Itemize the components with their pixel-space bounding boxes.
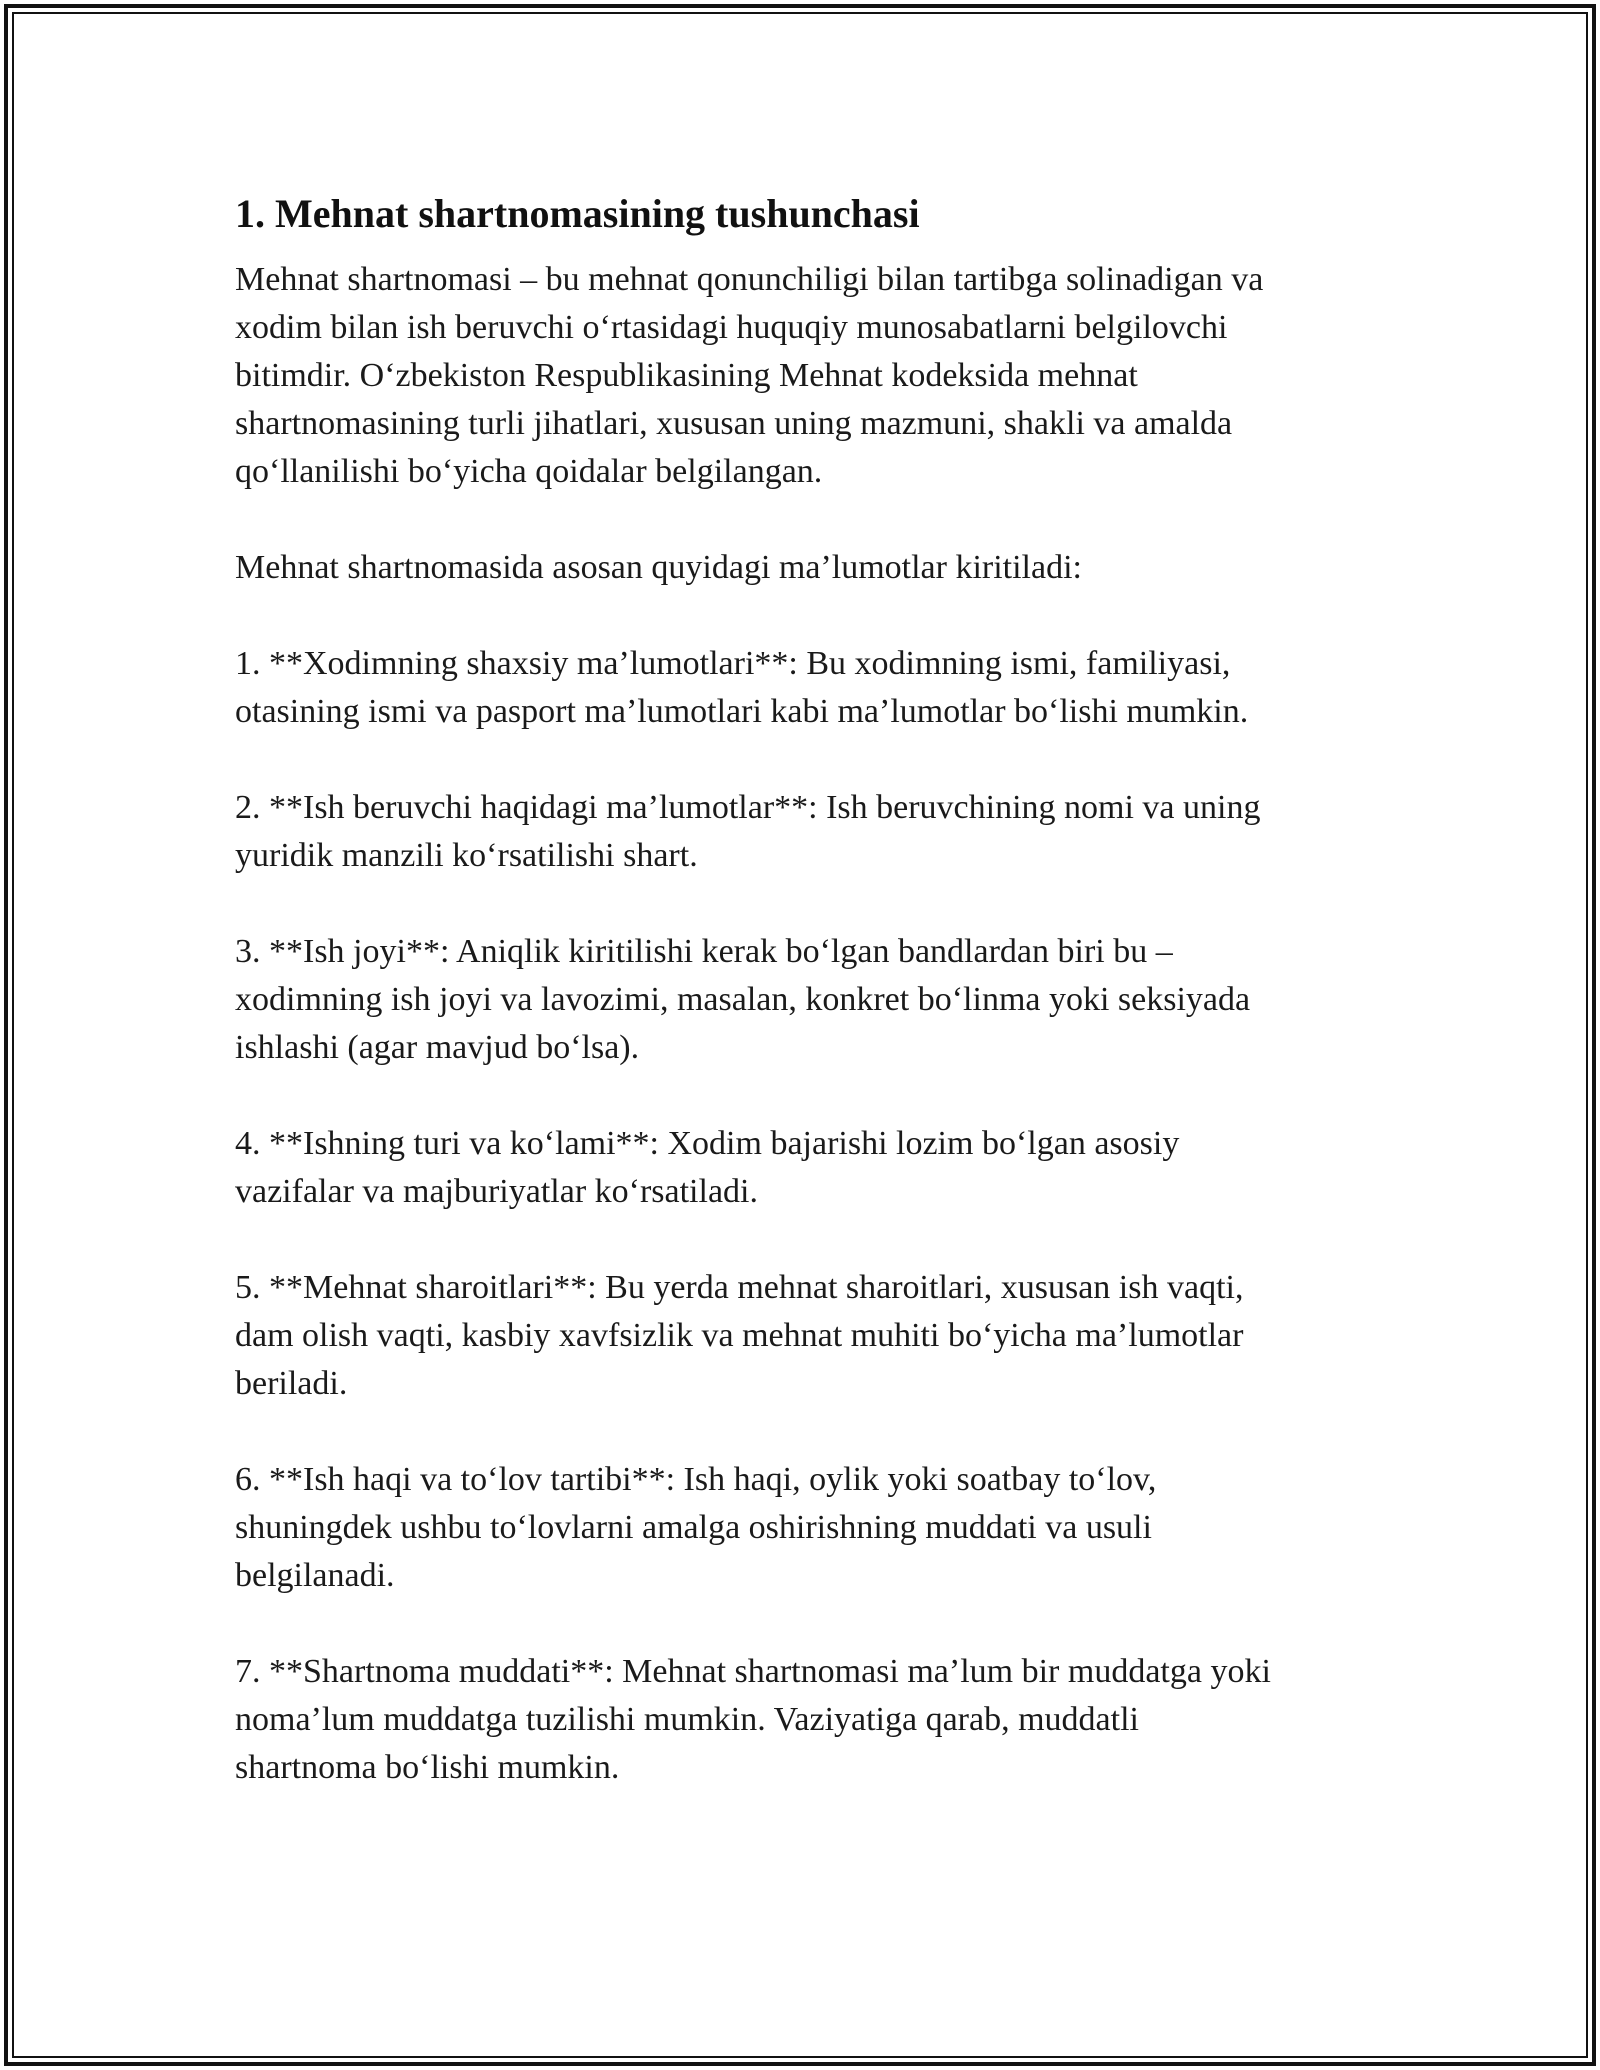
list-item-line: noma’lum muddatga tuzilishi mumkin. Vaziyatiga qarab, muddatli: [235, 1701, 1139, 1738]
list-item: [235, 640, 1365, 736]
lead-in-paragraph: [235, 544, 1365, 592]
list-item-line: 5. **Mehnat sharoitlari**: Bu yerda mehnat sharoitlari, xususan ish vaqti,: [235, 1269, 1244, 1306]
intro-paragraph: [235, 256, 1365, 496]
list-item-line: yuridik manzili ko‘rsatilishi shart.: [235, 837, 698, 874]
lead-in-text: Mehnat shartnomasida asosan quyidagi ma’lumotlar kiritiladi:: [235, 549, 1082, 586]
list-item: [235, 928, 1365, 1072]
list-item-line: 4. **Ishning turi va ko‘lami**: Xodim bajarishi lozim bo‘lgan asosiy: [235, 1125, 1180, 1162]
list-item: [235, 1264, 1365, 1408]
list-item-line: 3. **Ish joyi**: Aniqlik kiritilishi kerak bo‘lgan bandlardan biri bu –: [235, 933, 1173, 970]
intro-line: Mehnat shartnomasi – bu mehnat qonunchiligi bilan tartibga solinadigan va: [235, 261, 1264, 298]
section-heading: 1. Mehnat shartnomasining tushunchasi: [235, 191, 920, 236]
list-item: [235, 784, 1365, 880]
list-item: [235, 1120, 1365, 1216]
intro-line: xodim bilan ish beruvchi o‘rtasidagi huquqiy munosabatlarni belgilovchi: [235, 309, 1228, 346]
intro-line: bitimdir. O‘zbekiston Respublikasining Mehnat kodeksida mehnat: [235, 357, 1138, 394]
list-item-line: 7. **Shartnoma muddati**: Mehnat shartnomasi ma’lum bir muddatga yoki: [235, 1653, 1271, 1690]
list-item-line: otasining ismi va pasport ma’lumotlari kabi ma’lumotlar bo‘lishi mumkin.: [235, 693, 1249, 730]
intro-line: shartnomasining turli jihatlari, xususan uning mazmuni, shakli va amalda: [235, 405, 1233, 442]
list-item-line: shartnoma bo‘lishi mumkin.: [235, 1749, 620, 1786]
list-item-line: beriladi.: [235, 1365, 348, 1402]
list-item: [235, 1648, 1365, 1792]
document-body: [235, 188, 1365, 1792]
list-item-line: shuningdek ushbu to‘lovlarni amalga oshirishning muddati va usuli: [235, 1509, 1152, 1546]
list-item-line: vazifalar va majburiyatlar ko‘rsatiladi.: [235, 1173, 758, 1210]
intro-line: qo‘llanilishi bo‘yicha qoidalar belgilangan.: [235, 453, 823, 490]
list-item-line: xodimning ish joyi va lavozimi, masalan, konkret bo‘linma yoki seksiyada: [235, 981, 1251, 1018]
list-item-line: 2. **Ish beruvchi haqidagi ma’lumotlar**: Ish beruvchining nomi va uning: [235, 789, 1261, 826]
list-item-line: belgilanadi.: [235, 1557, 395, 1594]
list-item-line: 1. **Xodimning shaxsiy ma’lumotlari**: Bu xodimning ismi, familiyasi,: [235, 645, 1231, 682]
list-item-line: dam olish vaqti, kasbiy xavfsizlik va mehnat muhiti bo‘yicha ma’lumotlar: [235, 1317, 1244, 1354]
list-item-line: 6. **Ish haqi va to‘lov tartibi**: Ish haqi, oylik yoki soatbay to‘lov,: [235, 1461, 1157, 1498]
list-item: [235, 1456, 1365, 1600]
list-item-line: ishlashi (agar mavjud bo‘lsa).: [235, 1029, 640, 1066]
